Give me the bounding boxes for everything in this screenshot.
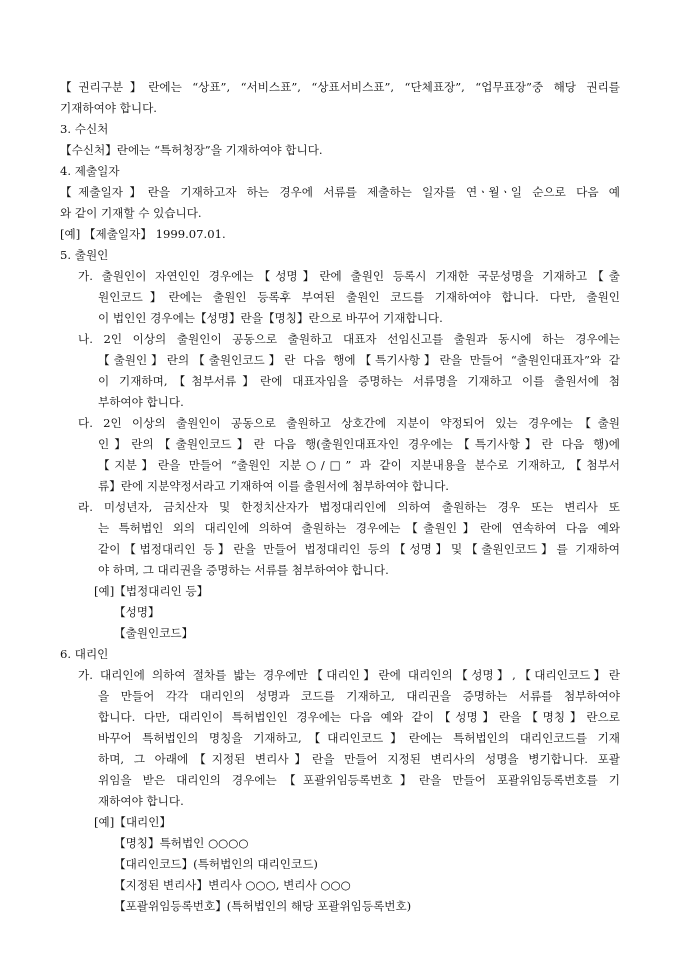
- section-heading-6: 6. 대리인: [60, 647, 109, 661]
- example-5-ra-item: 【출원인코드】: [114, 626, 194, 640]
- example-5-ra-head: [예]【법정대리인 등】: [94, 584, 209, 598]
- paragraph-6-ga: 바꾸어 특허법인의 명칭을 기재하고,【대리인코드】란에는 특허법인의 대리인코드를 기재: [98, 731, 620, 745]
- paragraph-5-ga: 가. 출원인이 자연인인 경우에는【성명】란에 출원인 등록시 기재한 국문성명을 기재하고【출: [78, 269, 620, 283]
- intro-text-line: 【권리구분】란에는 “상표”, “서비스표”, “상표서비스표”, “단체표장”, “업무표장”중 해당 권리를: [60, 80, 620, 94]
- paragraph-5-ga: 원인코드】란에는 출원인 등록후 부여된 출원인 코드를 기재하여야 합니다. 다만, 출원인: [98, 290, 620, 304]
- example-6-item: 【지정된 변리사】변리사 ○○○, 변리사 ○○○: [114, 878, 351, 892]
- paragraph-5-ra: 는 특허법인 외의 대리인에 의하여 출원하는 경우에는【출원인】란에 연속하여 다음 예와: [98, 521, 620, 535]
- example-5-ra-item: 【성명】: [114, 605, 160, 619]
- section-heading-4: 4. 제출일자: [60, 164, 120, 178]
- paragraph-5-ra: 야 하며, 그 대리권을 증명하는 서류를 첨부하여야 합니다.: [98, 563, 389, 577]
- paragraph-5-da: 류】란에 지분약정서라고 기재하여 이를 출원서에 첨부하여야 합니다.: [98, 479, 449, 493]
- example-6-item: 【명칭】특허법인 ○○○○: [114, 836, 249, 850]
- paragraph-5-da: 다. 2인 이상의 출원인이 공동으로 출원하고 상호간에 지분이 약정되어 있는 경우에는【출원: [78, 416, 620, 430]
- paragraph-6-ga: 위임을 받은 대리인의 경우에는【포괄위임등록번호】란을 만들어 포괄위임등록번호를 기: [98, 773, 620, 787]
- section-4-example: [예] 【제출일자】 1999.07.01.: [60, 227, 226, 241]
- paragraph-5-na: 이 기재하며,【첨부서류】란에 대표자임을 증명하는 서류명을 기재하고 이를 출원서에 첨: [98, 374, 620, 388]
- paragraph-5-ga: 이 법인인 경우에는【성명】란을【명칭】란으로 바꾸어 기재합니다.: [98, 311, 443, 325]
- section-3-text: 【수신처】란에는 “특허청장”을 기재하여야 합니다.: [60, 143, 323, 157]
- section-4-text: 【제출일자】란을 기재하고자 하는 경우에 서류를 제출하는 일자를 연ㆍ월ㆍ일 순으로 다음 예: [60, 185, 620, 199]
- example-6-head: [예]【대리인】: [94, 815, 172, 829]
- paragraph-5-ra: 라. 미성년자, 금치산자 및 한정치산자가 법정대리인에 의하여 출원하는 경우 또는 변리사 또: [78, 500, 620, 514]
- paragraph-6-ga: 재하여야 합니다.: [98, 794, 184, 808]
- paragraph-6-ga: 합니다. 다만, 대리인이 특허법인인 경우에는 다음 예와 같이【성명】란을【명칭】란으로: [98, 710, 620, 724]
- example-6-item: 【포괄위임등록번호】(특허법인의 해당 포괄위임등록번호): [114, 899, 412, 913]
- paragraph-5-da: 인】란의【출원인코드】란 다음 행(출원인대표자인 경우에는【특기사항】란 다음 행)에: [98, 437, 620, 451]
- section-heading-3: 3. 수신처: [60, 122, 109, 136]
- paragraph-5-da: 【지분】란을 만들어 “출원인 지분○/□” 과 같이 지분내용을 분수로 기재하고,【첨부서: [98, 458, 620, 472]
- section-4-text: 와 같이 기재할 수 있습니다.: [60, 206, 202, 220]
- intro-text-line: 기재하여야 합니다.: [60, 101, 157, 115]
- example-6-item: 【대리인코드】(특허법인의 대리인코드): [114, 857, 318, 871]
- paragraph-6-ga: 하며, 그 아래에【지정된 변리사】란을 만들어 지정된 변리사의 성명을 병기합니다. 포괄: [98, 752, 620, 766]
- paragraph-6-ga: 을 만들어 각각 대리인의 성명과 코드를 기재하고, 대리권을 증명하는 서류를 첨부하여야: [98, 689, 620, 703]
- section-heading-5: 5. 출원인: [60, 248, 109, 262]
- paragraph-5-na: 【출원인】란의【출원인코드】란 다음 행에【특기사항】란을 만들어 “출원인대표자”와 같: [98, 353, 620, 367]
- paragraph-5-na: 부하여야 합니다.: [98, 395, 184, 409]
- paragraph-5-na: 나. 2인 이상의 출원인이 공동으로 출원하고 대표자 선임신고를 출원과 동시에 하는 경우에는: [78, 332, 620, 346]
- paragraph-6-ga: 가. 대리인에 의하여 절차를 밟는 경우에만【대리인】란에 대리인의【성명】,【대리인코드】란: [78, 668, 620, 682]
- paragraph-5-ra: 같이【법정대리인 등】란을 만들어 법정대리인 등의【성명】및【출원인코드】를 기재하여: [98, 542, 620, 556]
